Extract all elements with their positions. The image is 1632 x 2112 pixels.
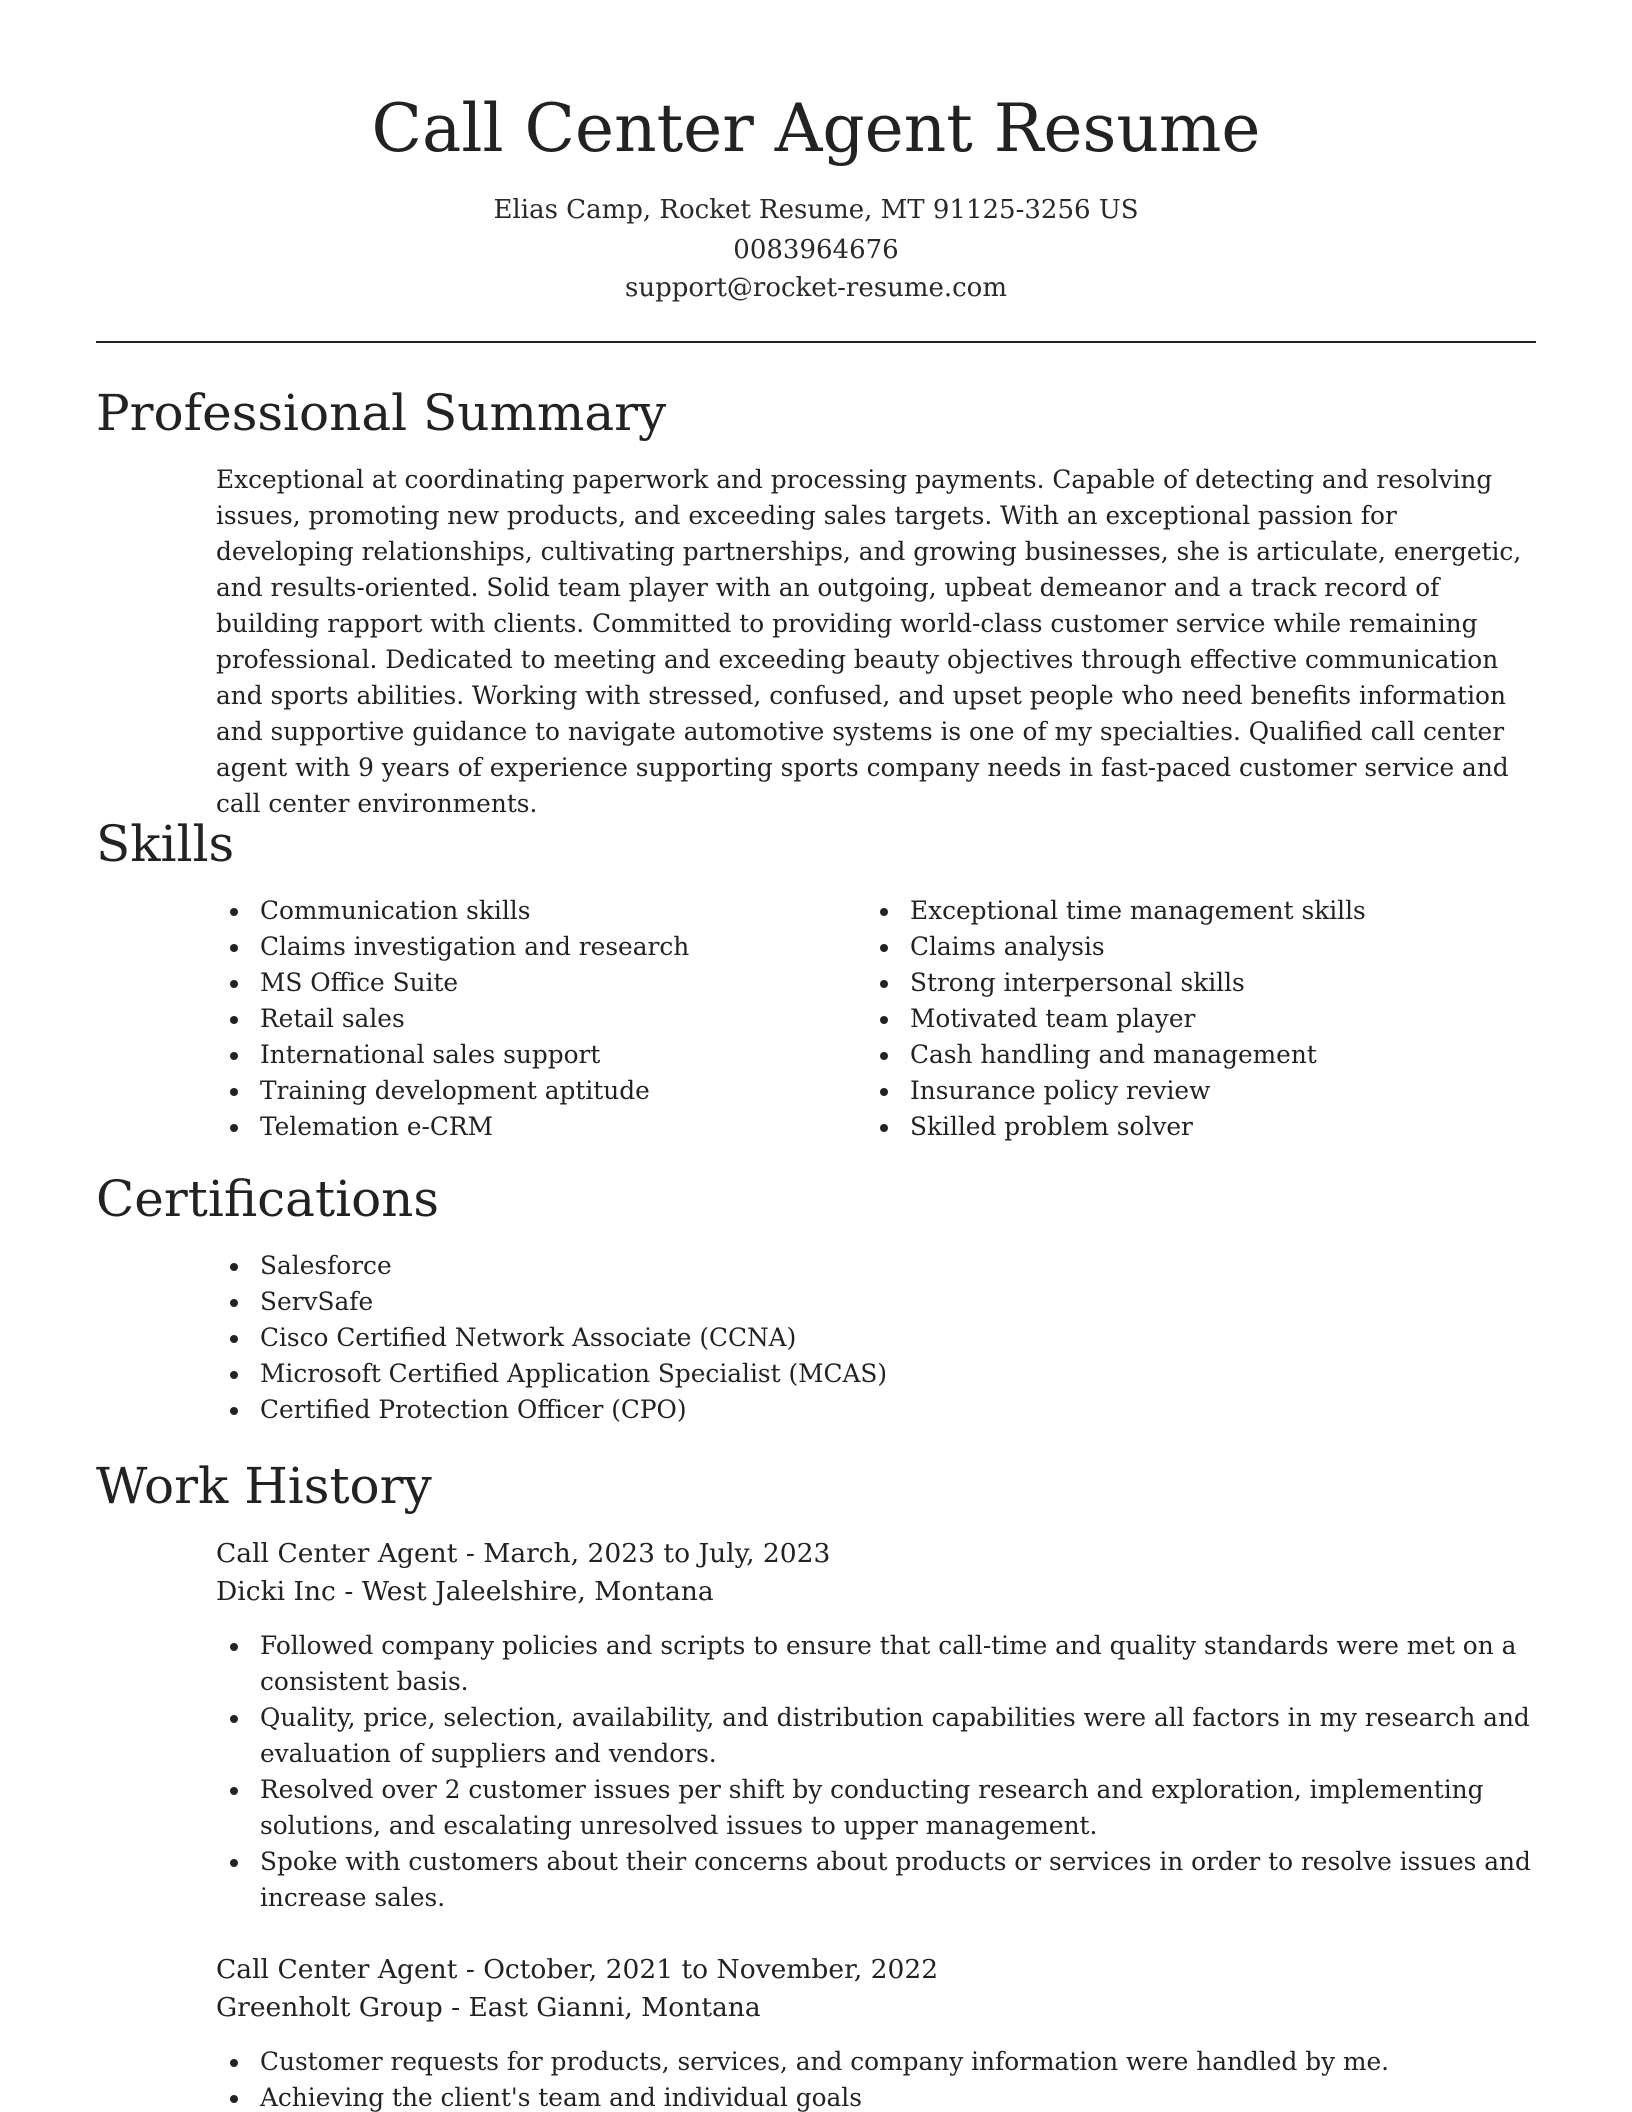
job-bullets [216,1628,1541,1916]
certifications-heading: Certifications [96,1170,440,1228]
skill-item: Retail sales [216,1001,836,1037]
job-bullet: Resolved over 2 customer issues per shift by conducting research and exploration, implementing solutions, and escalating unresolved issues to upper management. [216,1772,1541,1844]
job-bullet: Quality, price, selection, availability, and distribution capabilities were all factors in my research and evaluation of suppliers and vendors. [216,1700,1541,1772]
certification-item: ServSafe [216,1284,1536,1320]
certification-item: Microsoft Certified Application Specialist (MCAS) [216,1356,1536,1392]
summary-text: Exceptional at coordinating paperwork and processing payments. Capable of detecting and resolving issues, promoting new products, and exceeding sales targets. With an exceptional passion for developing relationships, cultivating partnerships, and growing businesses, she is articulate, energetic, and results-oriented. Solid team player with an outgoing, upbeat demeanor and a track record of building rapport with clients. Committed to providing world-class customer service while remaining professional. Dedicated to meeting and exceeding beauty objectives through effective communication and sports abilities. Working with stressed, confused, and upset people who need benefits information and supportive guidance to navigate automotive systems is one of my specialties. Qualified call center agent with 9 years of experience supporting sports company needs in fast-paced customer service and call center environments. [216,465,1522,818]
summary-heading: Professional Summary [96,384,667,442]
certification-item: Cisco Certified Network Associate (CCNA) [216,1320,1536,1356]
skill-item: Telemation e-CRM [216,1109,836,1145]
contact-address: Elias Camp, Rocket Resume, MT 91125-3256 US [493,195,1139,225]
skill-item: Exceptional time management skills [866,893,1526,929]
skill-item: Cash handling and management [866,1037,1526,1073]
job-company-line: Greenholt Group - East Gianni, Montana [216,1992,761,2023]
job-bullet: Spoke with customers about their concerns about products or services in order to resolve issues and increase sales. [216,1844,1541,1916]
job-title-line: Call Center Agent - October, 2021 to November, 2022 [216,1954,939,1985]
skill-item: Communication skills [216,893,836,929]
skill-item: Strong interpersonal skills [866,965,1526,1001]
work-history-heading: Work History [96,1457,432,1515]
skill-item: Skilled problem solver [866,1109,1526,1145]
skills-list-right [866,893,1526,1145]
skill-item: Training development aptitude [216,1073,836,1109]
job-title-line: Call Center Agent - March, 2023 to July, 2023 [216,1538,831,1569]
job-company-line: Dicki Inc - West Jaleelshire, Montana [216,1576,714,1607]
contact-phone: 0083964676 [733,235,899,265]
job-bullets [216,2044,1541,2112]
skill-item: Claims analysis [866,929,1526,965]
skill-item: Insurance policy review [866,1073,1526,1109]
job-bullet: Customer requests for products, services, and company information were handled by me. [216,2044,1541,2080]
skill-item: Claims investigation and research [216,929,836,965]
resume-title: Call Center Agent Resume [371,90,1261,167]
certifications-list [216,1248,1536,1428]
header-divider [96,341,1536,343]
certification-item: Certified Protection Officer (CPO) [216,1392,1536,1428]
job-bullet: Followed company policies and scripts to ensure that call-time and quality standards were met on a consistent basis. [216,1628,1541,1700]
skills-list-left [216,893,836,1145]
skill-item: Motivated team player [866,1001,1526,1037]
skill-item: MS Office Suite [216,965,836,1001]
job-bullet: Achieving the client's team and individual goals [216,2080,1541,2112]
contact-email: support@rocket-resume.com [624,273,1007,303]
skill-item: International sales support [216,1037,836,1073]
certification-item: Salesforce [216,1248,1536,1284]
skills-heading: Skills [96,815,235,873]
